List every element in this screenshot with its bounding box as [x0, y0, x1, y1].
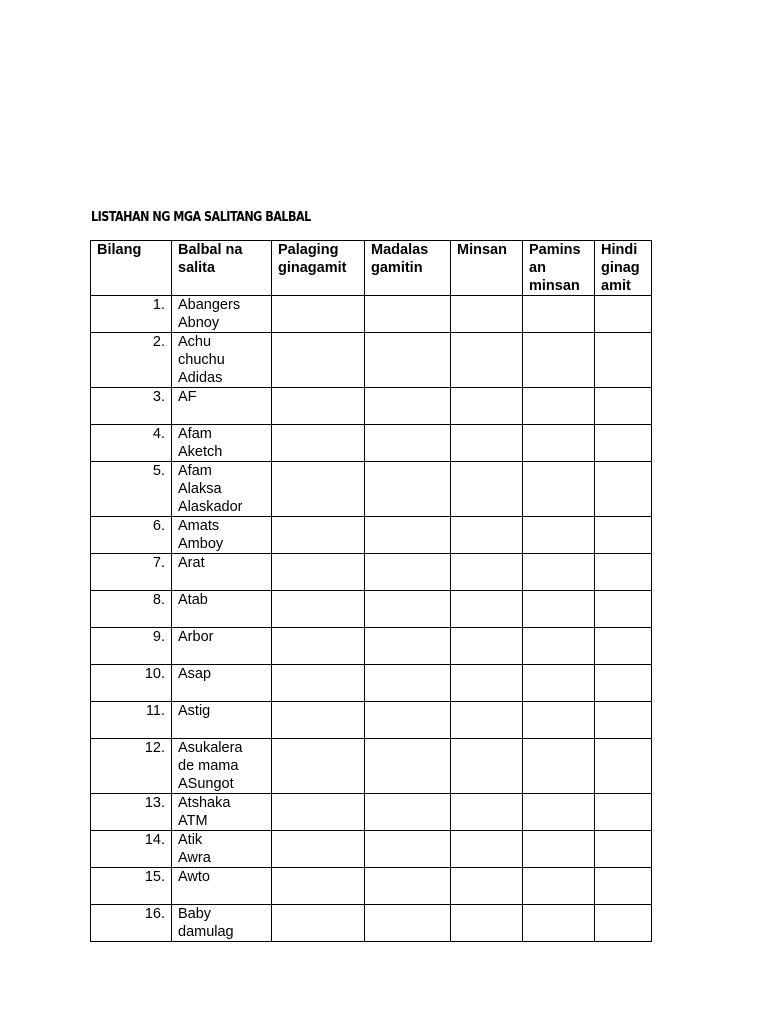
madalas-gamitin-cell[interactable]: [365, 554, 451, 591]
minsan-cell[interactable]: [451, 462, 523, 517]
madalas-gamitin-cell[interactable]: [365, 831, 451, 868]
paminsan-minsan-cell[interactable]: [523, 665, 595, 702]
madalas-gamitin-cell[interactable]: [365, 868, 451, 905]
palaging-ginagamit-cell[interactable]: [272, 905, 365, 942]
paminsan-minsan-cell[interactable]: [523, 905, 595, 942]
column-header-bilang: Bilang: [91, 241, 172, 296]
madalas-gamitin-cell[interactable]: [365, 905, 451, 942]
hindi-ginagamit-cell[interactable]: [595, 831, 652, 868]
table-row: [91, 702, 652, 739]
minsan-cell[interactable]: [451, 333, 523, 388]
table-row: [91, 665, 652, 702]
row-number: 14.: [91, 831, 172, 868]
palaging-ginagamit-cell[interactable]: [272, 591, 365, 628]
slang-word-cell: Asukalera de mama ASungot: [172, 739, 272, 794]
slang-word-cell: Amats Amboy: [172, 517, 272, 554]
palaging-ginagamit-cell[interactable]: [272, 794, 365, 831]
minsan-cell[interactable]: [451, 665, 523, 702]
table-row: [91, 517, 652, 554]
paminsan-minsan-cell[interactable]: [523, 333, 595, 388]
row-number: 2.: [91, 333, 172, 388]
row-number: 16.: [91, 905, 172, 942]
slang-word-cell: Astig: [172, 702, 272, 739]
slang-word-cell: Arbor: [172, 628, 272, 665]
madalas-gamitin-cell[interactable]: [365, 739, 451, 794]
hindi-ginagamit-cell[interactable]: [595, 591, 652, 628]
paminsan-minsan-cell[interactable]: [523, 296, 595, 333]
palaging-ginagamit-cell[interactable]: [272, 628, 365, 665]
hindi-ginagamit-cell[interactable]: [595, 388, 652, 425]
slang-word-cell: Afam Aketch: [172, 425, 272, 462]
slang-word-cell: AF: [172, 388, 272, 425]
palaging-ginagamit-cell[interactable]: [272, 665, 365, 702]
palaging-ginagamit-cell[interactable]: [272, 462, 365, 517]
row-number: 6.: [91, 517, 172, 554]
paminsan-minsan-cell[interactable]: [523, 739, 595, 794]
paminsan-minsan-cell[interactable]: [523, 425, 595, 462]
palaging-ginagamit-cell[interactable]: [272, 425, 365, 462]
hindi-ginagamit-cell[interactable]: [595, 462, 652, 517]
table-row: [91, 794, 652, 831]
column-header-hindi-ginagamit: Hindi ginag amit: [595, 241, 652, 296]
table-row: [91, 554, 652, 591]
madalas-gamitin-cell[interactable]: [365, 425, 451, 462]
hindi-ginagamit-cell[interactable]: [595, 702, 652, 739]
row-number: 5.: [91, 462, 172, 517]
madalas-gamitin-cell[interactable]: [365, 517, 451, 554]
paminsan-minsan-cell[interactable]: [523, 517, 595, 554]
slang-words-table: [90, 240, 652, 942]
madalas-gamitin-cell[interactable]: [365, 794, 451, 831]
column-header-palaging-ginagamit: Palaging ginagamit: [272, 241, 365, 296]
row-number: 10.: [91, 665, 172, 702]
hindi-ginagamit-cell[interactable]: [595, 794, 652, 831]
madalas-gamitin-cell[interactable]: [365, 333, 451, 388]
table-row: [91, 905, 652, 942]
slang-word-cell: Arat: [172, 554, 272, 591]
row-number: 1.: [91, 296, 172, 333]
table-row: [91, 628, 652, 665]
row-number: 4.: [91, 425, 172, 462]
row-number: 15.: [91, 868, 172, 905]
table-row: [91, 591, 652, 628]
minsan-cell[interactable]: [451, 425, 523, 462]
minsan-cell[interactable]: [451, 296, 523, 333]
slang-word-cell: Atab: [172, 591, 272, 628]
palaging-ginagamit-cell[interactable]: [272, 739, 365, 794]
minsan-cell[interactable]: [451, 739, 523, 794]
palaging-ginagamit-cell[interactable]: [272, 333, 365, 388]
palaging-ginagamit-cell[interactable]: [272, 702, 365, 739]
table-row: [91, 388, 652, 425]
document-title: LISTAHAN NG MGA SALITANG BALBAL: [91, 210, 311, 225]
palaging-ginagamit-cell[interactable]: [272, 517, 365, 554]
hindi-ginagamit-cell[interactable]: [595, 554, 652, 591]
paminsan-minsan-cell[interactable]: [523, 462, 595, 517]
hindi-ginagamit-cell[interactable]: [595, 425, 652, 462]
hindi-ginagamit-cell[interactable]: [595, 628, 652, 665]
paminsan-minsan-cell[interactable]: [523, 794, 595, 831]
table-row: [91, 739, 652, 794]
minsan-cell[interactable]: [451, 554, 523, 591]
hindi-ginagamit-cell[interactable]: [595, 739, 652, 794]
paminsan-minsan-cell[interactable]: [523, 388, 595, 425]
hindi-ginagamit-cell[interactable]: [595, 868, 652, 905]
paminsan-minsan-cell[interactable]: [523, 591, 595, 628]
minsan-cell[interactable]: [451, 517, 523, 554]
table-row: [91, 425, 652, 462]
table-row: [91, 868, 652, 905]
slang-word-cell: Baby damulag: [172, 905, 272, 942]
slang-word-cell: Achu chuchu Adidas: [172, 333, 272, 388]
hindi-ginagamit-cell[interactable]: [595, 333, 652, 388]
minsan-cell[interactable]: [451, 831, 523, 868]
column-header-balbal-na-salita: Balbal na salita: [172, 241, 272, 296]
paminsan-minsan-cell[interactable]: [523, 554, 595, 591]
minsan-cell[interactable]: [451, 702, 523, 739]
row-number: 8.: [91, 591, 172, 628]
slang-word-cell: Afam Alaksa Alaskador: [172, 462, 272, 517]
slang-word-cell: Abangers Abnoy: [172, 296, 272, 333]
table-row: [91, 333, 652, 388]
row-number: 11.: [91, 702, 172, 739]
madalas-gamitin-cell[interactable]: [365, 388, 451, 425]
madalas-gamitin-cell[interactable]: [365, 665, 451, 702]
hindi-ginagamit-cell[interactable]: [595, 665, 652, 702]
slang-word-cell: Asap: [172, 665, 272, 702]
minsan-cell[interactable]: [451, 388, 523, 425]
minsan-cell[interactable]: [451, 628, 523, 665]
madalas-gamitin-cell[interactable]: [365, 296, 451, 333]
madalas-gamitin-cell[interactable]: [365, 702, 451, 739]
table-row: [91, 462, 652, 517]
row-number: 9.: [91, 628, 172, 665]
slang-word-cell: Atshaka ATM: [172, 794, 272, 831]
row-number: 7.: [91, 554, 172, 591]
paminsan-minsan-cell[interactable]: [523, 868, 595, 905]
column-header-paminsan-minsan: Pamins an minsan: [523, 241, 595, 296]
madalas-gamitin-cell[interactable]: [365, 591, 451, 628]
palaging-ginagamit-cell[interactable]: [272, 388, 365, 425]
column-header-minsan: Minsan: [451, 241, 523, 296]
madalas-gamitin-cell[interactable]: [365, 462, 451, 517]
slang-word-cell: Atik Awra: [172, 831, 272, 868]
hindi-ginagamit-cell[interactable]: [595, 905, 652, 942]
palaging-ginagamit-cell[interactable]: [272, 831, 365, 868]
paminsan-minsan-cell[interactable]: [523, 831, 595, 868]
minsan-cell[interactable]: [451, 905, 523, 942]
row-number: 12.: [91, 739, 172, 794]
minsan-cell[interactable]: [451, 868, 523, 905]
table-row: [91, 831, 652, 868]
column-header-madalas-gamitin: Madalas gamitin: [365, 241, 451, 296]
minsan-cell[interactable]: [451, 794, 523, 831]
hindi-ginagamit-cell[interactable]: [595, 517, 652, 554]
hindi-ginagamit-cell[interactable]: [595, 296, 652, 333]
table-header-row: [91, 241, 652, 296]
slang-word-cell: Awto: [172, 868, 272, 905]
row-number: 13.: [91, 794, 172, 831]
palaging-ginagamit-cell[interactable]: [272, 868, 365, 905]
palaging-ginagamit-cell[interactable]: [272, 554, 365, 591]
table-row: [91, 296, 652, 333]
paminsan-minsan-cell[interactable]: [523, 628, 595, 665]
palaging-ginagamit-cell[interactable]: [272, 296, 365, 333]
row-number: 3.: [91, 388, 172, 425]
paminsan-minsan-cell[interactable]: [523, 702, 595, 739]
minsan-cell[interactable]: [451, 591, 523, 628]
madalas-gamitin-cell[interactable]: [365, 628, 451, 665]
